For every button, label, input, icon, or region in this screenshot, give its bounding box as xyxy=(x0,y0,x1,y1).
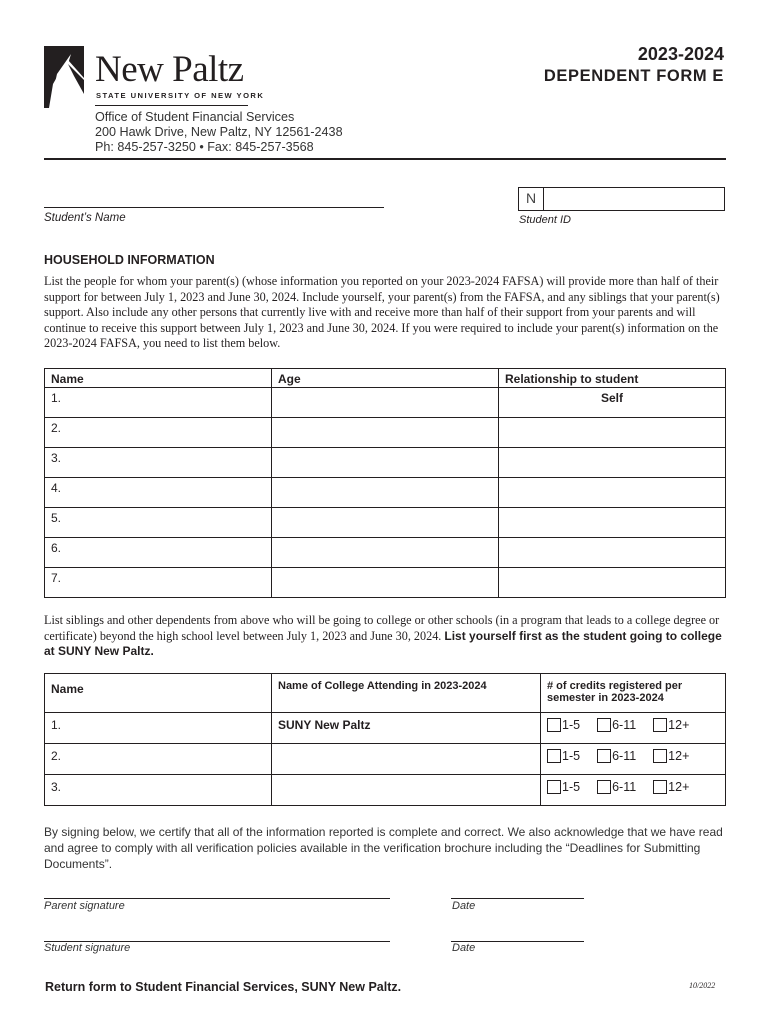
household-relationship-cell[interactable] xyxy=(499,448,726,478)
household-relationship-cell[interactable]: Self xyxy=(499,388,726,418)
college-name-cell[interactable]: 3. xyxy=(45,775,272,806)
table-row xyxy=(45,538,726,568)
header-divider xyxy=(44,158,726,160)
student-id-divider xyxy=(543,187,544,211)
form-revision-date: 10/2022 xyxy=(689,981,716,990)
siblings-instructions xyxy=(44,613,728,660)
office-phone-fax: Ph: 845-257-3250 • Fax: 845-257-3568 xyxy=(95,140,314,154)
student-date-label: Date xyxy=(452,942,476,954)
credits-option-label: 1-5 xyxy=(562,780,581,794)
credits-option-label: 6-11 xyxy=(612,749,637,763)
form-title: DEPENDENT FORM E xyxy=(543,67,724,85)
household-name-cell[interactable]: 2. xyxy=(45,418,272,448)
parent-signature-field[interactable] xyxy=(44,898,390,899)
credits-option-label: 6-11 xyxy=(612,780,637,794)
credits-6-11-checkbox[interactable] xyxy=(597,718,611,732)
new-paltz-logo-mark xyxy=(44,46,84,108)
household-relationship-cell[interactable] xyxy=(499,478,726,508)
office-name: Office of Student Financial Services xyxy=(95,110,295,124)
table-row xyxy=(45,478,726,508)
credits-6-11-checkbox[interactable] xyxy=(597,780,611,794)
credits-cell xyxy=(541,744,726,775)
logo-divider xyxy=(95,105,248,106)
household-header-row xyxy=(45,369,726,388)
household-age-cell[interactable] xyxy=(272,508,499,538)
college-table xyxy=(44,673,726,806)
student-id-label: Student ID xyxy=(519,214,571,226)
student-name-field[interactable] xyxy=(44,207,384,208)
household-instructions: List the people for whom your parent(s) (whose information you reported on your 2023-2024 FAFSA) will provide more than half of their support for between July 1, 2023 and June 30, 2024. Include yourself, your parent(s) from the FAFSA, and any siblings that your parent(s) support. Also include any other persons that currently live with and receive more than half of their support from your parents and will continue to receive this support between July 1, 2023 and June 30, 2024. If you were required to include your parent(s) information on the 2023-2024 FAFSA, you need to list them below. xyxy=(44,274,720,350)
household-age-cell[interactable] xyxy=(272,418,499,448)
credits-1-5-checkbox[interactable] xyxy=(547,780,561,794)
household-table xyxy=(44,368,726,598)
household-relationship-cell[interactable] xyxy=(499,508,726,538)
household-name-cell[interactable]: 6. xyxy=(45,538,272,568)
table-row xyxy=(45,508,726,538)
parent-date-label: Date xyxy=(452,900,476,912)
office-address: 200 Hawk Drive, New Paltz, NY 12561-2438 xyxy=(95,125,343,139)
credits-1-5-checkbox[interactable] xyxy=(547,749,561,763)
student-signature-label: Student signature xyxy=(44,942,131,954)
table-row xyxy=(45,448,726,478)
household-age-cell[interactable] xyxy=(272,568,499,598)
household-age-cell[interactable] xyxy=(272,448,499,478)
return-instructions: Return form to Student Financial Services, SUNY New Paltz. xyxy=(45,980,402,994)
college-attending-cell[interactable] xyxy=(272,775,541,806)
table-row xyxy=(45,568,726,598)
credits-option-label: 1-5 xyxy=(562,718,581,732)
certification-statement: By signing below, we certify that all of the information reported is complete and correct. We also acknowledge that we have read and agree to comply with all verification policies available in the verification brochure including the “Deadlines for Submitting Documents”. xyxy=(44,825,723,871)
logo-wordmark: New Paltz xyxy=(95,49,244,90)
student-id-field[interactable] xyxy=(518,187,725,211)
credits-option-label: 12+ xyxy=(668,749,690,763)
siblings-instructions-emphasis: List yourself first as the student going to college at SUNY New Paltz. xyxy=(44,628,722,658)
household-name-cell[interactable]: 3. xyxy=(45,448,272,478)
credit-options xyxy=(547,780,719,794)
college-header-row xyxy=(45,674,726,713)
parent-signature-label: Parent signature xyxy=(44,900,125,912)
logo-subtitle: STATE UNIVERSITY OF NEW YORK xyxy=(96,91,265,100)
household-relationship-cell[interactable] xyxy=(499,418,726,448)
household-age-cell[interactable] xyxy=(272,538,499,568)
column-header-name: Name xyxy=(45,674,272,713)
college-attending-cell[interactable]: SUNY New Paltz xyxy=(272,713,541,744)
credits-6-11-checkbox[interactable] xyxy=(597,749,611,763)
credit-options xyxy=(547,749,719,763)
credits-option-label: 1-5 xyxy=(562,749,581,763)
college-attending-cell[interactable] xyxy=(272,744,541,775)
household-name-cell[interactable]: 1. xyxy=(45,388,272,418)
table-row xyxy=(45,713,726,744)
siblings-instructions-text: List siblings and other dependents from above who will be going to college or other schools (in a program that leads to a college degree or certificate) beyond the high school level between July 1, 2023 and June 30, 2024. xyxy=(44,613,720,643)
column-header-relationship: Relationship to student xyxy=(499,369,726,388)
table-row xyxy=(45,775,726,806)
credit-options xyxy=(547,718,719,732)
credits-12-plus-checkbox[interactable] xyxy=(653,749,667,763)
household-name-cell[interactable]: 5. xyxy=(45,508,272,538)
table-row xyxy=(45,388,726,418)
credits-12-plus-checkbox[interactable] xyxy=(653,780,667,794)
table-row xyxy=(45,418,726,448)
credits-option-label: 6-11 xyxy=(612,718,637,732)
household-heading: HOUSEHOLD INFORMATION xyxy=(44,253,215,267)
credits-12-plus-checkbox[interactable] xyxy=(653,718,667,732)
household-relationship-cell[interactable] xyxy=(499,538,726,568)
household-name-cell[interactable]: 7. xyxy=(45,568,272,598)
column-header-age: Age xyxy=(272,369,499,388)
form-year: 2023-2024 xyxy=(637,44,724,64)
parent-date-field[interactable] xyxy=(451,898,584,899)
household-age-cell[interactable] xyxy=(272,478,499,508)
household-name-cell[interactable]: 4. xyxy=(45,478,272,508)
college-name-cell[interactable]: 2. xyxy=(45,744,272,775)
student-name-label: Student’s Name xyxy=(44,212,126,224)
student-id-prefix: N xyxy=(526,190,537,206)
household-age-cell[interactable] xyxy=(272,388,499,418)
credits-cell xyxy=(541,713,726,744)
credits-cell xyxy=(541,775,726,806)
household-relationship-cell[interactable] xyxy=(499,568,726,598)
column-header-college: Name of College Attending in 2023-2024 xyxy=(272,674,541,713)
credits-option-label: 12+ xyxy=(668,718,690,732)
college-name-cell[interactable]: 1. xyxy=(45,713,272,744)
column-header-name: Name xyxy=(45,369,272,388)
credits-1-5-checkbox[interactable] xyxy=(547,718,561,732)
column-header-credits: # of credits registered per semester in 2023-2024 xyxy=(541,674,726,713)
table-row xyxy=(45,744,726,775)
credits-option-label: 12+ xyxy=(668,780,690,794)
